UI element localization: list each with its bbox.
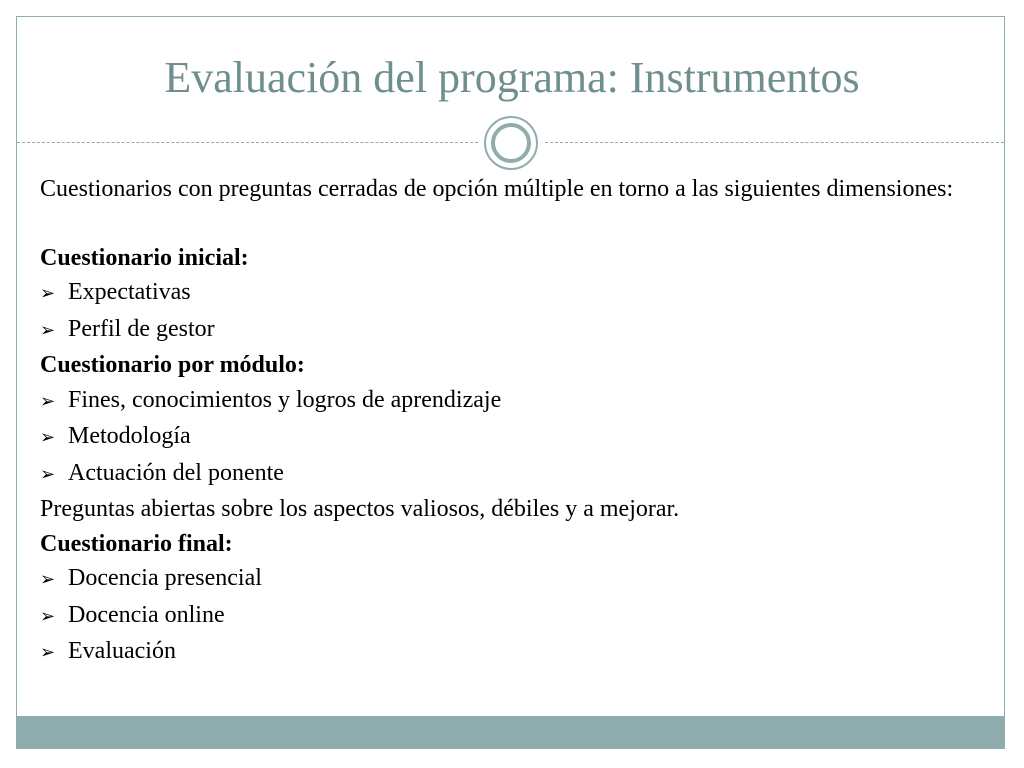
list-item <box>40 456 988 493</box>
list-item <box>40 634 988 671</box>
slide-title: Evaluación del programa: Instrumentos <box>164 53 860 102</box>
arrowhead-bullet-icon: ➢ <box>40 642 56 663</box>
footer-bar <box>17 716 1004 748</box>
list-item-label: Expectativas <box>68 279 191 305</box>
list-item-label: Perfil de gestor <box>68 315 215 342</box>
arrowhead-bullet-icon: ➢ <box>40 569 56 590</box>
list-item <box>40 598 988 635</box>
list-item-label: Docencia presencial <box>68 565 262 591</box>
title-divider-right <box>545 142 1004 143</box>
list-item <box>40 275 988 312</box>
list-item-label: Fines, conocimientos y logros de aprendizaje <box>68 386 502 413</box>
arrowhead-bullet-icon: ➢ <box>40 605 56 627</box>
arrowhead-bullet-icon: ➢ <box>40 390 56 412</box>
list-item-label: Metodología <box>68 423 191 449</box>
list-item-label: Evaluación <box>68 638 176 664</box>
intro-paragraph: Cuestionarios con preguntas cerradas de opción múltiple en torno a las siguientes dimensiones: <box>40 176 954 202</box>
arrowhead-bullet-icon: ➢ <box>40 427 56 448</box>
arrowhead-bullet-icon: ➢ <box>40 283 56 304</box>
list-item <box>40 312 988 349</box>
module-note: Preguntas abiertas sobre los aspectos valiosos, débiles y a mejorar. <box>40 496 680 522</box>
list-item <box>40 383 988 420</box>
list-item <box>40 419 988 456</box>
slide-body <box>40 172 988 671</box>
arrowhead-bullet-icon: ➢ <box>40 319 56 341</box>
list-item-label: Docencia online <box>68 601 225 628</box>
section-heading-initial: Cuestionario inicial: <box>40 244 249 271</box>
list-item-label: Actuación del ponente <box>68 459 284 486</box>
title-divider-left <box>17 142 478 143</box>
arrowhead-bullet-icon: ➢ <box>40 463 56 485</box>
section-heading-final: Cuestionario final: <box>40 530 233 557</box>
circle-ornament-icon <box>484 116 538 170</box>
section-heading-module: Cuestionario por módulo: <box>40 352 305 378</box>
list-item <box>40 561 988 598</box>
